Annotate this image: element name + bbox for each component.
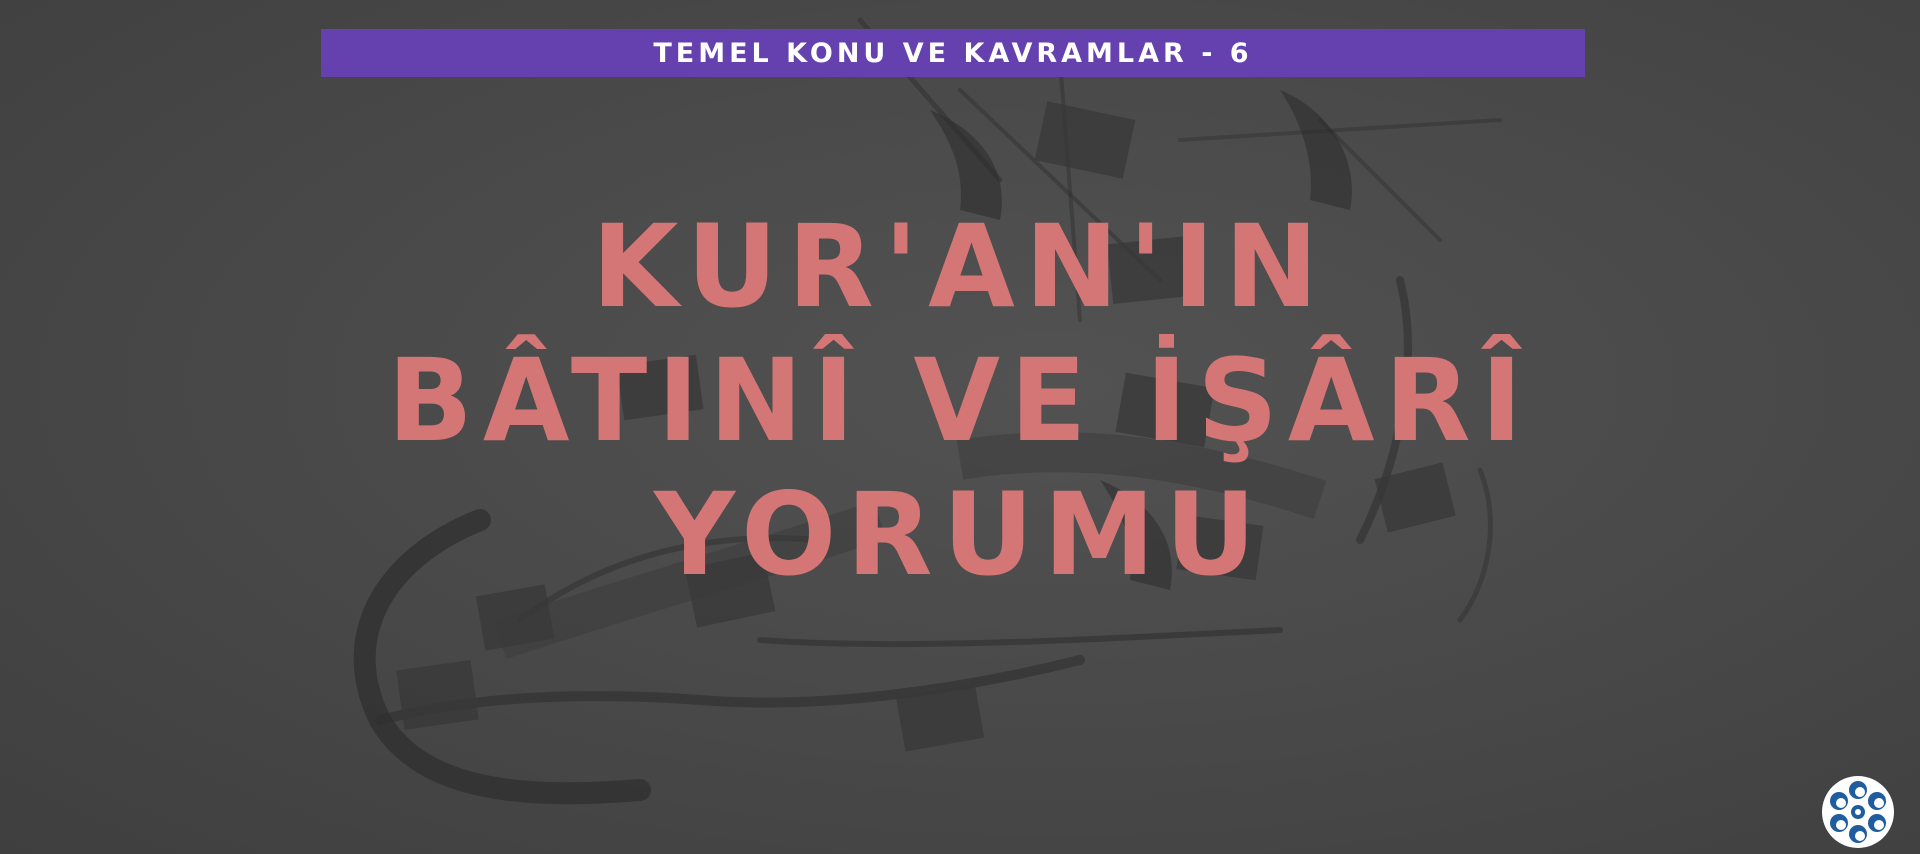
title-line-1: KUR'AN'IN xyxy=(591,200,1329,334)
title-line-3: YORUMU xyxy=(654,468,1266,602)
title-line-2: BÂTINÎ VE İŞÂRÎ xyxy=(387,334,1533,468)
rosette-logo-icon xyxy=(1818,772,1898,852)
title-block xyxy=(0,200,1920,602)
series-label: TEMEL KONU VE KAVRAMLAR - 6 xyxy=(653,37,1253,69)
series-banner xyxy=(321,29,1585,77)
